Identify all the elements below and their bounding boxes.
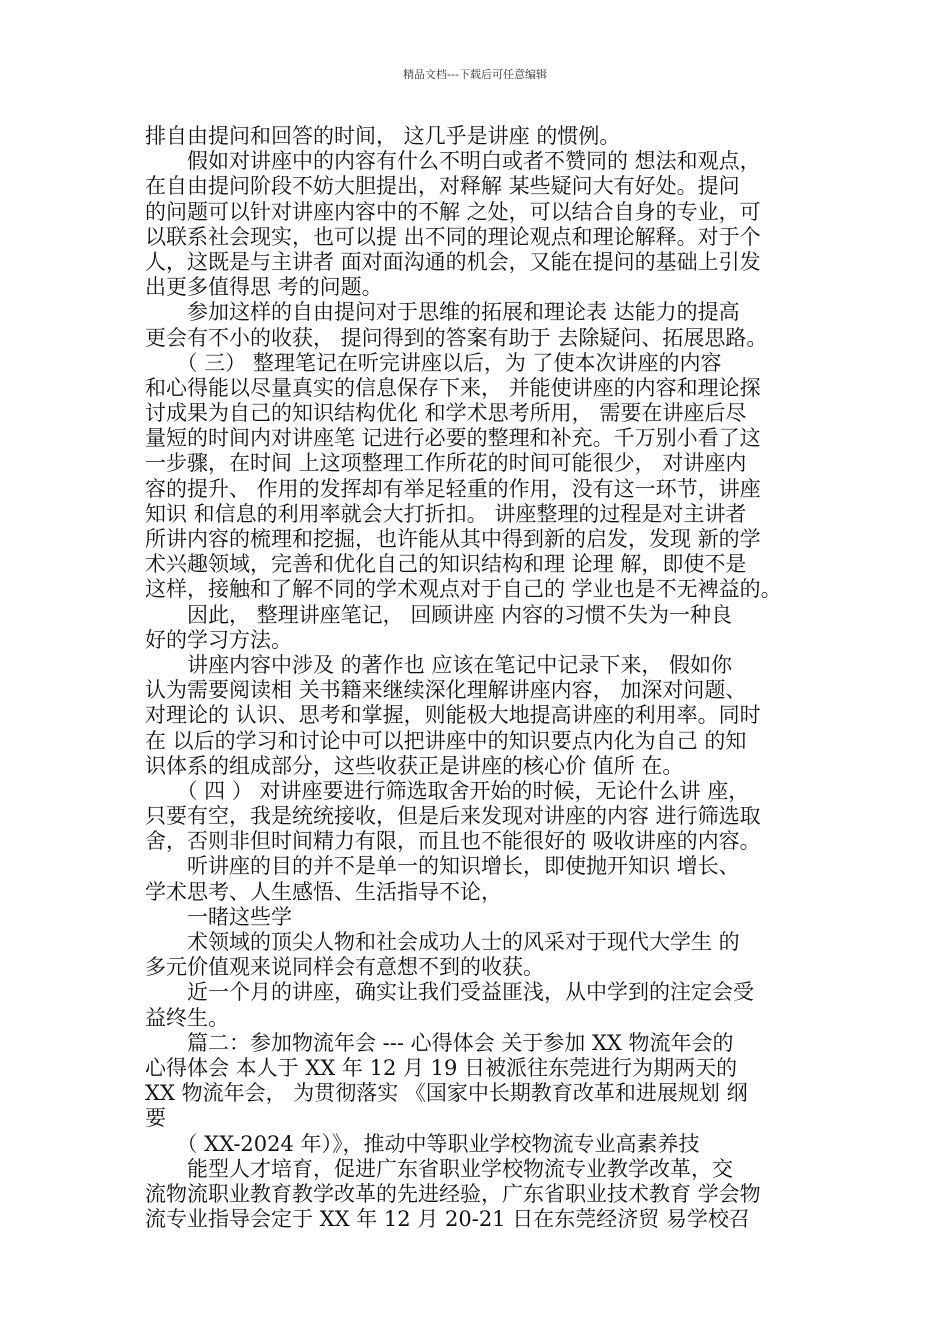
text-line: 一睹这些学 <box>145 904 292 929</box>
text-line: 对理论的 认识、思考和掌握，则能极大地提高讲座的利用率。同时 <box>145 703 761 728</box>
text-line: 这样，接触和了解不同的学术观点对于自己的 学业也是不无裨益的。 <box>145 577 782 602</box>
text-line: 人，这既是与主讲者 面对面沟通的机会，又能在提问的基础上引发 <box>145 249 761 274</box>
text-line: 更会有不小的收获， 提问得到的答案有助于 去除疑问、拓展思路。 <box>145 325 768 350</box>
text-line: 的问题可以针对讲座内容中的不解 之处，可以结合自身的专业，可 <box>145 199 761 224</box>
text-line: （ 三） 整理笔记在听完讲座以后，为 了使本次讲座的内容 <box>145 350 722 375</box>
text-line: 流物流职业教育教学改革的先进经验，广东省职业技术教育 学会物 <box>145 1181 761 1206</box>
text-line: 只要有空，我是统统接收，但是后来发现对讲座的内容 进行筛选取 <box>145 804 761 829</box>
text-line: 假如对讲座中的内容有什么不明白或者不赞同的 想法和观点， <box>145 149 761 174</box>
text-line: 排自由提问和回答的时间， 这几乎是讲座 的惯例。 <box>145 124 621 148</box>
text-line: 要 <box>145 1106 166 1131</box>
text-line: 出更多值得思 考的问题。 <box>145 275 383 300</box>
text-line: 术兴趣领域，完善和优化自己的知识结构和理 论理 解，即使不是 <box>145 552 747 577</box>
text-line: 能型人才培育，促进广东省职业学校物流专业教学改革，交 <box>145 1156 733 1181</box>
text-line: 近一个月的讲座，确实让我们受益匪浅，从中学到的注定会受 <box>145 980 754 1005</box>
text-line: 量短的时间内对讲座笔 记进行必要的整理和补充。千万别小看了这 <box>145 426 761 451</box>
text-line: 所讲内容的梳理和挖掘，也许能从其中得到新的启发，发现 新的学 <box>145 527 761 551</box>
text-line: 术领域的顶尖人物和社会成功人士的风采对于现代大学生 的 <box>145 930 740 954</box>
text-line: 在自由提问阶段不妨大胆提出，对释解 某些疑问大有好处。提问 <box>145 174 740 199</box>
text-line: 好的学习方法。 <box>145 627 292 652</box>
text-line: （ XX-2024 年）》，推动中等职业学校物流专业高素养技 <box>145 1131 700 1156</box>
text-line: 篇二：参加物流年会 --- 心得体会 关于参加 XX 物流年会的 <box>145 1030 734 1055</box>
text-line: 讲座内容中涉及 的著作也 应该在笔记中记录下来， 假如你 <box>145 652 733 677</box>
text-line: 听讲座的目的并不是单一的知识增长，即使抛开知识 增长、 <box>145 854 740 879</box>
text-line: （ 四 ） 对讲座要进行筛选取舍开始的时候，无论什么讲 座， <box>145 778 750 803</box>
text-line: 因此， 整理讲座笔记， 回顾讲座 内容的习惯不失为一种良 <box>145 602 733 627</box>
text-line: 在 以后的学习和讨论中可以把讲座中的知识要点内化为自己 的知 <box>145 728 747 753</box>
text-line: 以联系社会现实，也可以提 出不同的理论观点和理论解释。对于个 <box>145 224 761 249</box>
text-line: 知识 和信息的利用率就会大打折扣。 讲座整理的过程是对主讲者 <box>145 501 747 526</box>
text-line: 容的提升、 作用的发挥却有举足轻重的作用，没有这一环节，讲座 <box>145 476 761 501</box>
text-line: 识体系的组成部分，这些收获正是讲座的核心价 值所 在。 <box>145 753 684 778</box>
page-header: 精品文档---下载后可任意编辑 <box>403 68 547 81</box>
text-line: 认为需要阅读相 关书籍来继续深化理解讲座内容， 加深对问题、 <box>145 678 747 703</box>
text-line: 心得体会 本人于 XX 年 12 月 19 日被派往东莞进行为期两天的 <box>145 1055 738 1080</box>
text-line: 讨成果为自己的知识结构优化 和学术思考所用， 需要在讲座后尽 <box>145 401 747 426</box>
text-line: 多元价值观来说同样会有意想不到的收获。 <box>145 955 544 980</box>
text-line: 流专业指导会定于 XX 年 12 月 20-21 日在东莞经济贸 易学校召 <box>145 1207 750 1232</box>
text-line: 学术思考、人生感悟、生活指导不论， <box>145 879 502 904</box>
text-line: 一步骤，在时间 上这项整理工作所花的时间可能很少， 对讲座内 <box>145 451 747 476</box>
text-line: XX 物流年会， 为贯彻落实 《国家中长期教育改革和进展规划 纲 <box>145 1081 748 1106</box>
text-line: 舍，否则非但时间精力有限，而且也不能很好的 吸收讲座的内容。 <box>145 829 761 854</box>
text-line: 和心得能以尽量真实的信息保存下来， 并能使讲座的内容和理论探 <box>145 375 761 400</box>
text-line: 参加这样的自由提问对于思维的拓展和理论表 达能力的提高 <box>145 300 740 325</box>
body-text <box>145 124 813 1232</box>
text-line: 益终生。 <box>145 1005 229 1030</box>
